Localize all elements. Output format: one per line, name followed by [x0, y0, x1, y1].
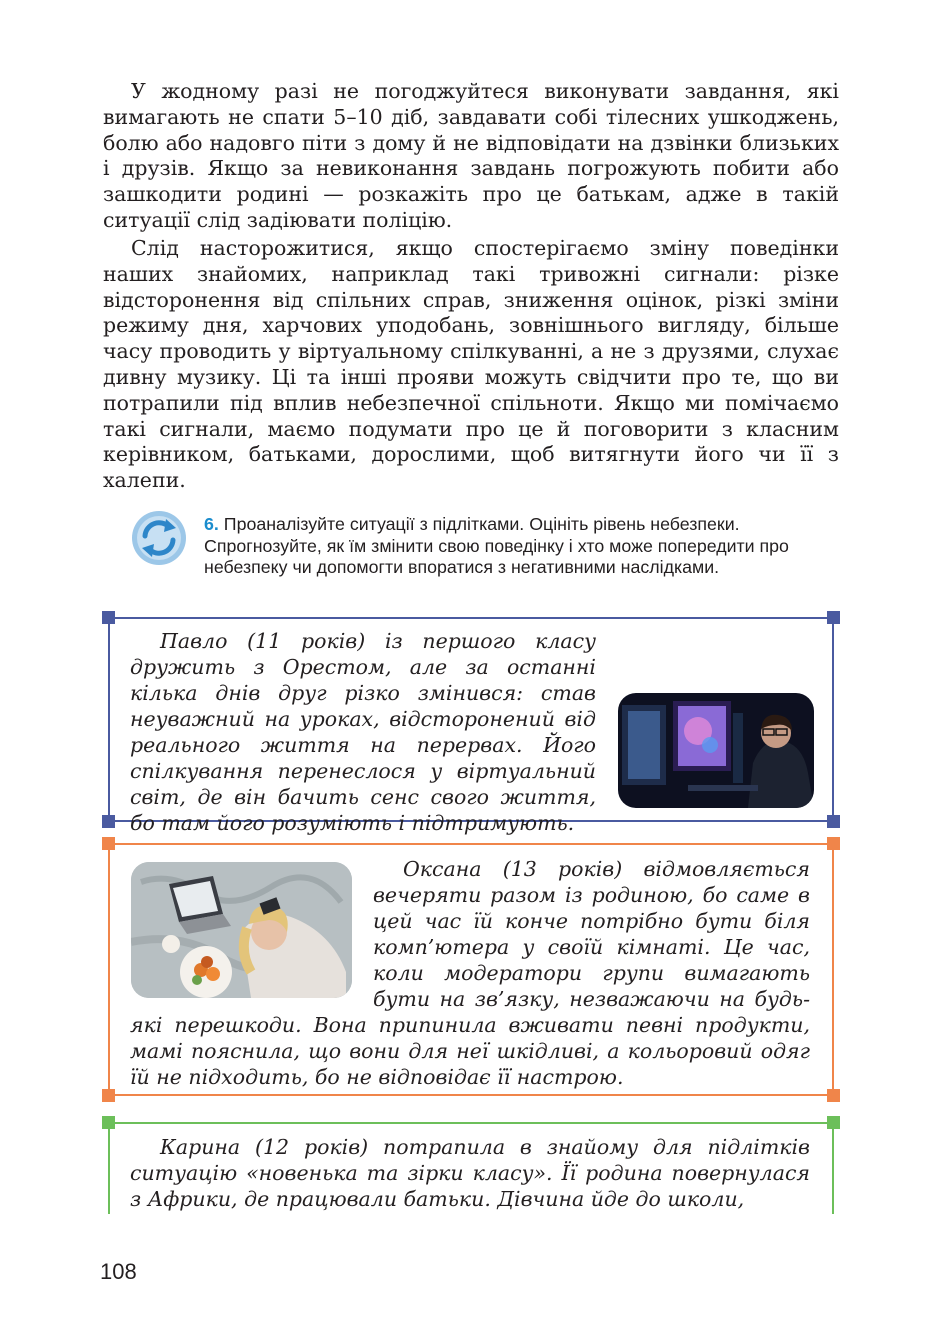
refresh-arrows-icon [131, 510, 187, 566]
corner-square [102, 1116, 115, 1129]
page-number: 108 [100, 1259, 137, 1284]
corner-square [827, 611, 840, 624]
photo-float-spacer [596, 680, 810, 810]
task-text: Проаналізуйте ситуації з підлітками. Оцініть рівень небезпеки. Спрогнозуйте, як їм змінити свою поведінку і хто може попередити про небезпеку чи допомогти впоратися з негативними наслідками. [204, 514, 789, 577]
case-oksana-text: Оксана (13 років) відмовляється вечеряти разом із родиною, бо саме в цей час їй конче потрібно бути біля комп’ютера у своїй кімнаті. Це час, коли модератори групи вимагають бути на зв’язку, незважаючи на будь-які перешкоди. Вона припинила вживати певні продукти, мамі пояснила, що вони для неї шкідливі, а кольоровий одяг їй не підходить, бо не відповідає її настрою. [130, 857, 810, 1089]
box-right-border [832, 843, 834, 1096]
case-karyna [130, 1134, 810, 1212]
corner-square [827, 1089, 840, 1102]
box-left-border [108, 843, 110, 1096]
box-left-border [108, 617, 110, 822]
box-right-border [832, 1122, 834, 1214]
box-bottom-border [108, 1094, 834, 1096]
corner-square [102, 1089, 115, 1102]
corner-square [827, 837, 840, 850]
corner-square [102, 815, 115, 828]
box-top-border [108, 843, 834, 845]
box-right-border [832, 617, 834, 822]
box-top-border [108, 1122, 834, 1124]
box-top-border [108, 617, 834, 619]
paragraph-2: Слід насторожитися, якщо спостерігаємо зміну поведінки наших знайомих, наприклад такі тривожні сигнали: різке відсторонення від спільних справ, зниження оцінок, різкі зміни режиму дня, харчових уподобань, зовнішнього вигляду, більше часу проводить у віртуальному спілкуванні, а не з друзями, слухає дивну музику. Ці та інші прояви можуть свідчити про те, що ви потрапили під вплив небезпечної спільноти. Якщо ми помічаємо такі сигнали, маємо подумати про це й поговорити з класним керівником, батьками, дорослими, щоб витягнути його чи її з халепи. [103, 236, 839, 493]
corner-square [827, 1116, 840, 1129]
case-pavlo-text: Павло (11 років) із першого класу дружить з Орестом, але за останні кілька днів друг різко змінився: став неуважний на уроках, відсторонений від реального життя на перервах. Його спілкування перенеслося у віртуальний світ, де він бачить сенс свого життя, бо там його розуміють і підтримують. [130, 629, 596, 835]
case-oksana [130, 856, 810, 1090]
corner-square [102, 837, 115, 850]
task-number: 6. [204, 514, 219, 534]
corner-square [827, 815, 840, 828]
box-left-border [108, 1122, 110, 1214]
photo-float-spacer [130, 856, 373, 1004]
case-karyna-text: Карина (12 років) потрапила в знайому для підлітків ситуацію «новенька та зірки класу». Її родина повернулася з Африки, де працювали батьки. Дівчина йде до школи, [130, 1135, 810, 1211]
paragraph-1: У жодному разі не погоджуйтеся виконувати завдання, які вимагають не спати 5–10 діб, завдавати собі тілесних ушкоджень, болю або надовго піти з дому й не відповідати на дзвінки близьких і друзів. Якщо за невиконання завдань погрожують побити або зашкодити родині — розкажіть про це батькам, адже в такій ситуації слід задіювати поліцію. [103, 79, 839, 232]
case-pavlo [130, 628, 810, 836]
task-6 [204, 514, 840, 579]
corner-square [102, 611, 115, 624]
